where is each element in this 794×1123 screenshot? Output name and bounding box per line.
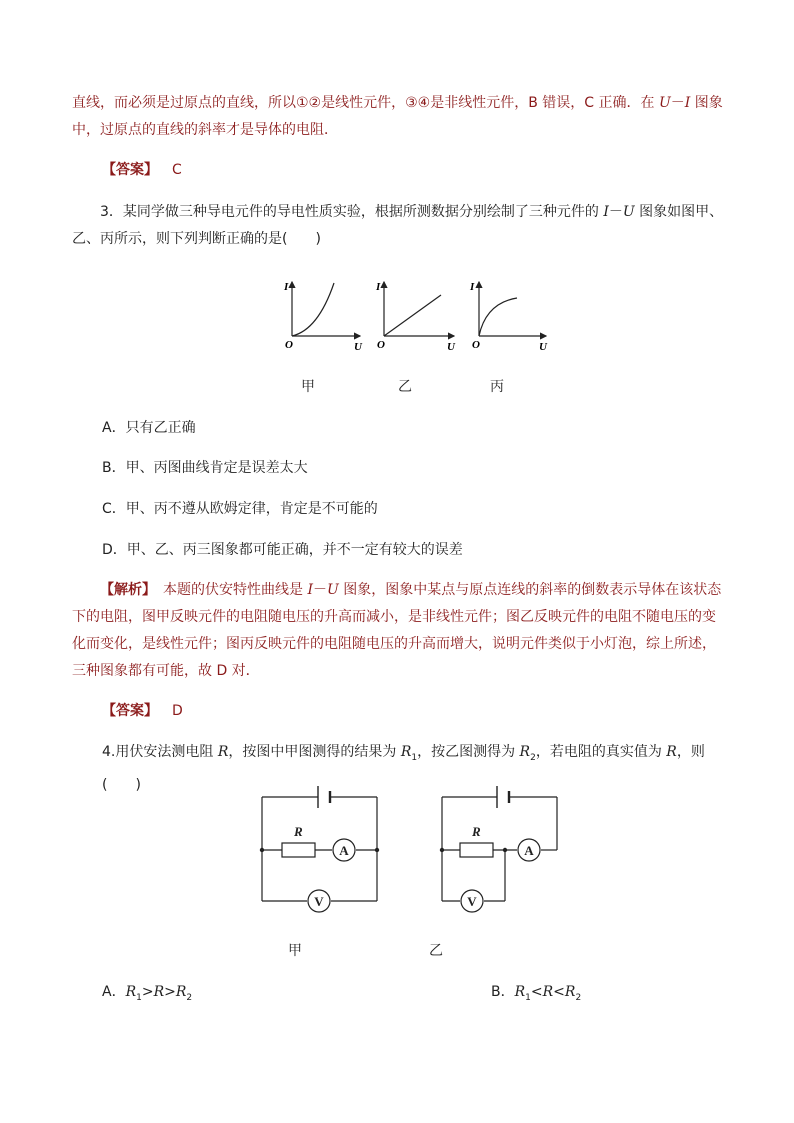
answer-label: 【答案】 (102, 703, 158, 719)
ammeter-label: A (339, 843, 349, 858)
answer-label: 【答案】 (102, 162, 158, 178)
x-label: U (447, 341, 455, 353)
var-r: R (217, 744, 229, 760)
subscript: 1 (525, 992, 531, 1003)
resistor-label: R (472, 824, 481, 839)
subscript: 2 (186, 992, 193, 1003)
var-i: I (307, 582, 313, 598)
subscript: 1 (136, 992, 142, 1003)
y-label: I (284, 281, 289, 293)
question-text: ，按图中甲图测得的结果为 (228, 744, 401, 760)
var-r: R (175, 984, 187, 1000)
origin-label: O (377, 339, 385, 351)
operator: < (553, 984, 565, 1000)
option-a: A．只有乙正确 (102, 420, 196, 436)
caption-yi: 乙 (429, 943, 443, 959)
caption-jia: 甲 (301, 379, 315, 395)
var-r: R (125, 984, 137, 1000)
caption-bing: 丙 (490, 379, 504, 395)
y-label: I (376, 281, 381, 293)
resistor-label: R (294, 824, 303, 839)
var-r: R (564, 984, 576, 1000)
var-r: R (153, 984, 165, 1000)
x-label: U (539, 341, 547, 353)
subscript: 2 (530, 752, 536, 763)
resistor (282, 843, 315, 857)
answer-value: C (172, 162, 182, 178)
graph-bing (469, 281, 548, 353)
var-i: I (603, 204, 609, 220)
operator: > (164, 984, 176, 1000)
var-r: R (514, 984, 526, 1000)
dash: － (670, 95, 685, 111)
operator: > (141, 984, 154, 1000)
voltmeter-label: V (314, 894, 324, 909)
option-label: B． (491, 984, 515, 1000)
var-r1: R (400, 744, 412, 760)
explanation-text-end: 图象中，过原点的直线的斜率才是导体的电阻． (72, 95, 723, 138)
origin-label: O (472, 339, 480, 351)
var-i: I (684, 95, 691, 111)
option-c: C．甲、丙不遵从欧姆定律，肯定是不可能的 (102, 501, 378, 517)
explanation-text: 直线，而必须是过原点的直线，所以①②是线性元件，③④是非线性元件，B 错误，C 正确．在 (72, 95, 659, 111)
caption-yi: 乙 (398, 379, 412, 395)
circuit-yi (442, 786, 557, 912)
operator: < (530, 984, 543, 1000)
option-a (102, 981, 192, 1003)
graph-yi (375, 281, 456, 353)
analysis-3 (72, 577, 724, 685)
dash: － (312, 582, 327, 598)
top-explanation (72, 90, 724, 144)
x-label: U (354, 341, 362, 353)
option-b: B．甲、丙图曲线肯定是误差太大 (102, 460, 308, 476)
circuits (0, 780, 794, 920)
answer-3 (72, 698, 724, 725)
question-text: 3．某同学做三种导电元件的导电性质实验，根据所测数据分别绘制了三种元件的 (100, 204, 604, 220)
question-text: ，按乙图测得为 (417, 744, 520, 760)
analysis-text: 本题的伏安特性曲线是 (163, 582, 308, 598)
subscript: 2 (575, 992, 582, 1003)
option-label: A． (102, 984, 126, 1000)
iu-graphs (0, 270, 794, 360)
dash: － (608, 204, 623, 220)
question-text: 4.用伏安法测电阻 (102, 744, 218, 760)
var-r2: R (519, 744, 531, 760)
var-r: R (542, 984, 554, 1000)
curve (292, 283, 334, 336)
question-text-end: 图象如图甲、乙、丙所示，则下列判断正确的是( ) (72, 204, 724, 247)
junction-dot (375, 848, 379, 852)
var-u: U (326, 582, 339, 598)
origin-label: O (285, 339, 293, 351)
question-text: ，若电阻的真实值为 (535, 744, 667, 760)
y-label: I (470, 281, 475, 293)
var-r: R (666, 744, 677, 760)
junction-dot (503, 848, 507, 852)
var-u: U (622, 204, 635, 220)
curve (479, 298, 517, 336)
subscript: 1 (411, 752, 418, 763)
resistor (460, 843, 493, 857)
option-b (491, 981, 581, 1003)
var-u: U (658, 95, 671, 111)
junction-dot (260, 848, 264, 852)
answer-1 (72, 157, 724, 184)
ammeter-label: A (524, 843, 534, 858)
question-3 (72, 199, 724, 253)
graph-jia (283, 281, 363, 353)
line (384, 295, 441, 336)
analysis-text-end: 图象，图象中某点与原点连线的斜率的倒数表示导体在该状态下的电阻，图甲反映元件的电阻随电压的升高而减小，是非线性元件；图乙反映元件的电阻不随电压的变化而变化，是线性元件；图丙反映元件的电阻随电压的升高而增大，说明元件类似于小灯泡，综上所述，三种图象都有可能，故 D 对． (72, 582, 722, 679)
analysis-label: 【解析】 (100, 582, 149, 598)
option-d: D．甲、乙、丙三图象都可能正确，并不一定有较大的误差 (102, 542, 463, 558)
caption-jia: 甲 (288, 943, 302, 959)
question-text-end: ，则( ) (102, 744, 705, 793)
voltmeter-label: V (467, 894, 477, 909)
junction-dot (440, 848, 444, 852)
answer-value: D (172, 703, 183, 719)
